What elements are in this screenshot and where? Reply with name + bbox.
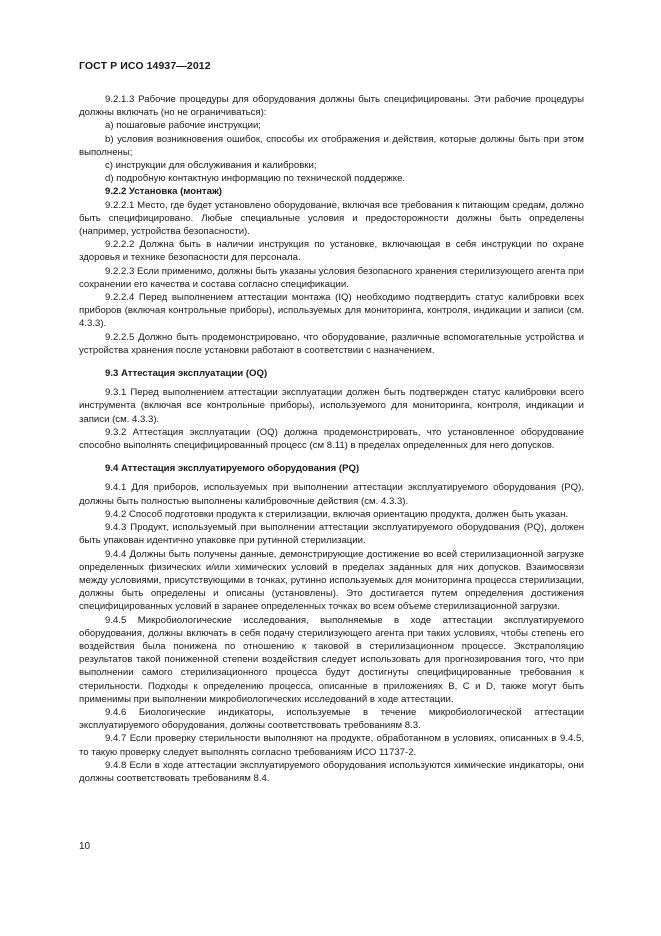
- paragraph-9-2-2-2: 9.2.2.2 Должна быть в наличии инструкция по установке, включающая в себя инструкции по охране здоровья и технике безопасности для персонала.: [79, 239, 584, 264]
- paragraph-9-4-5: 9.4.5 Микробиологические исследования, выполняемые в ходе аттестации эксплуатируемого оборудования, должны включать в себя подачу стерилизующего агента при таких условиях, чтобы степень его воздействия была понижена по отношению к таковой в стерилизационном процессе. Экстраполяцию результатов такой пониженной степени воздействия следует использовать для прогнозирования того, что при выполнении самого стерилизационного процесса будут достигнуты специфицированные требования к стерильности. Подходы к определению процесса, описанные в приложениях B, C и D, также могут быть применимы при выполнении микробиологических исследований в ходе аттестации.: [79, 614, 584, 705]
- document-body: [79, 93, 584, 785]
- paragraph-9-2-2-5: 9.2.2.5 Должно быть продемонстрировано, что оборудование, различные вспомогательные устройства и устройства хранения после установки работают в соответствии с назначением.: [79, 331, 584, 356]
- list-item-d: d) подробную контактную информацию по технической поддержке.: [105, 173, 406, 185]
- paragraph-9-4-3: 9.4.3 Продукт, используемый при выполнении аттестации эксплуатируемого оборудования (PQ), должен быть упакован идентично упаковке при рутинной стерилизации.: [79, 522, 584, 547]
- paragraph-9-3-2: 9.3.2 Аттестация эксплуатации (OQ) должна продемонстрировать, что установленное оборудование способно выполнять специфицированный процесс (см 8.11) в пределах определенных для него допусков.: [79, 426, 584, 452]
- paragraph-9-4-4: 9.4.4 Должны быть получены данные, демонстрирующие достижение во всей стерилизационной загрузке определенных физических и/или химических условий в пределах заданных для них допусков. Взаимосвязи между условиями, присутствующими в точках, рутинно используемых для мониторинга процесса стерилизации, должны быть определены и описаны (установлены). Это достигается путем определения достижения специфицированных условий в заранее определенных точках во всем объеме стерилизационной загрузки.: [79, 548, 584, 613]
- paragraph-9-4-7: 9.4.7 Если проверку стерильности выполняют на продукте, обработанном в условиях, описанных в 9.4.5, то такую проверку следует выполнять согласно требованиям ИСО 11737-2.: [79, 733, 584, 758]
- paragraph-9-4-1: 9.4.1 Для приборов, используемых при выполнении аттестации эксплуатируемого оборудования (PQ), должны быть полностью выполнены калибровочные действия (см. 4.3.3).: [79, 482, 584, 507]
- list-item-b: b) условия возникновения ошибок, способы их отображения и действия, которые должны быть при этом выполнены;: [79, 133, 584, 158]
- paragraph-9-4-8: 9.4.8 Если в ходе аттестации эксплуатируемого оборудования используются химические индикаторы, они должны соответствовать требованиям 8.4.: [79, 759, 584, 784]
- paragraph-9-3-1: 9.3.1 Перед выполнением аттестации эксплуатации должен быть подтвержден статус калибровки всего инструмента (включая все контрольные приборы), используемого для мониторинга, контроля, индикации и записи (см. 4.3.3).: [79, 387, 584, 425]
- paragraph-9-2-1-3: 9.2.1.3 Рабочие процедуры для оборудования должны быть специфицированы. Эти рабочие процедуры должны включать (но не ограничиваться):: [79, 94, 584, 119]
- paragraph-9-4-2: 9.4.2 Способ подготовки продукта к стерилизации, включая ориентацию продукта, должен быть указан.: [105, 508, 569, 520]
- section-heading-9-3: 9.3 Аттестация эксплуатации (OQ): [105, 368, 268, 380]
- paragraph-9-2-2-3: 9.2.2.3 Если применимо, должны быть указаны условия безопасного хранения стерилизующего агента при сохранении его качества и состава согласно спецификации.: [79, 265, 584, 290]
- subheading-9-2-2: 9.2.2 Установка (монтаж): [105, 186, 222, 198]
- paragraph-9-2-2-1: 9.2.2.1 Место, где будет установлено оборудование, включая все требования к питающим средам, должно быть специфицировано. Любые специальные условия и предосторожности должны быть определены (например, устройства безопасности).: [79, 199, 584, 238]
- paragraph-9-4-6: 9.4.6 Биологические индикаторы, используемые в течение микробиологической аттестации эксплуатируемого оборудования, должны соответствовать требованиям 8.3.: [79, 706, 584, 732]
- document-header: ГОСТ Р ИСО 14937—2012: [79, 60, 211, 72]
- paragraph-9-2-2-4: 9.2.2.4 Перед выполнением аттестации монтажа (IQ) необходимо подтвердить статус калибровки всех приборов (включая контрольные приборы), используемых для мониторинга, контроля, индикации и записи (см. 4.3.3).: [79, 292, 584, 330]
- page-number: 10: [79, 841, 91, 852]
- list-item-a: a) пошаговые рабочие инструкции;: [105, 120, 261, 132]
- list-item-c: c) инструкции для обслуживания и калибровки;: [105, 160, 317, 172]
- section-heading-9-4: 9.4 Аттестация эксплуатируемого оборудования (PQ): [105, 463, 360, 475]
